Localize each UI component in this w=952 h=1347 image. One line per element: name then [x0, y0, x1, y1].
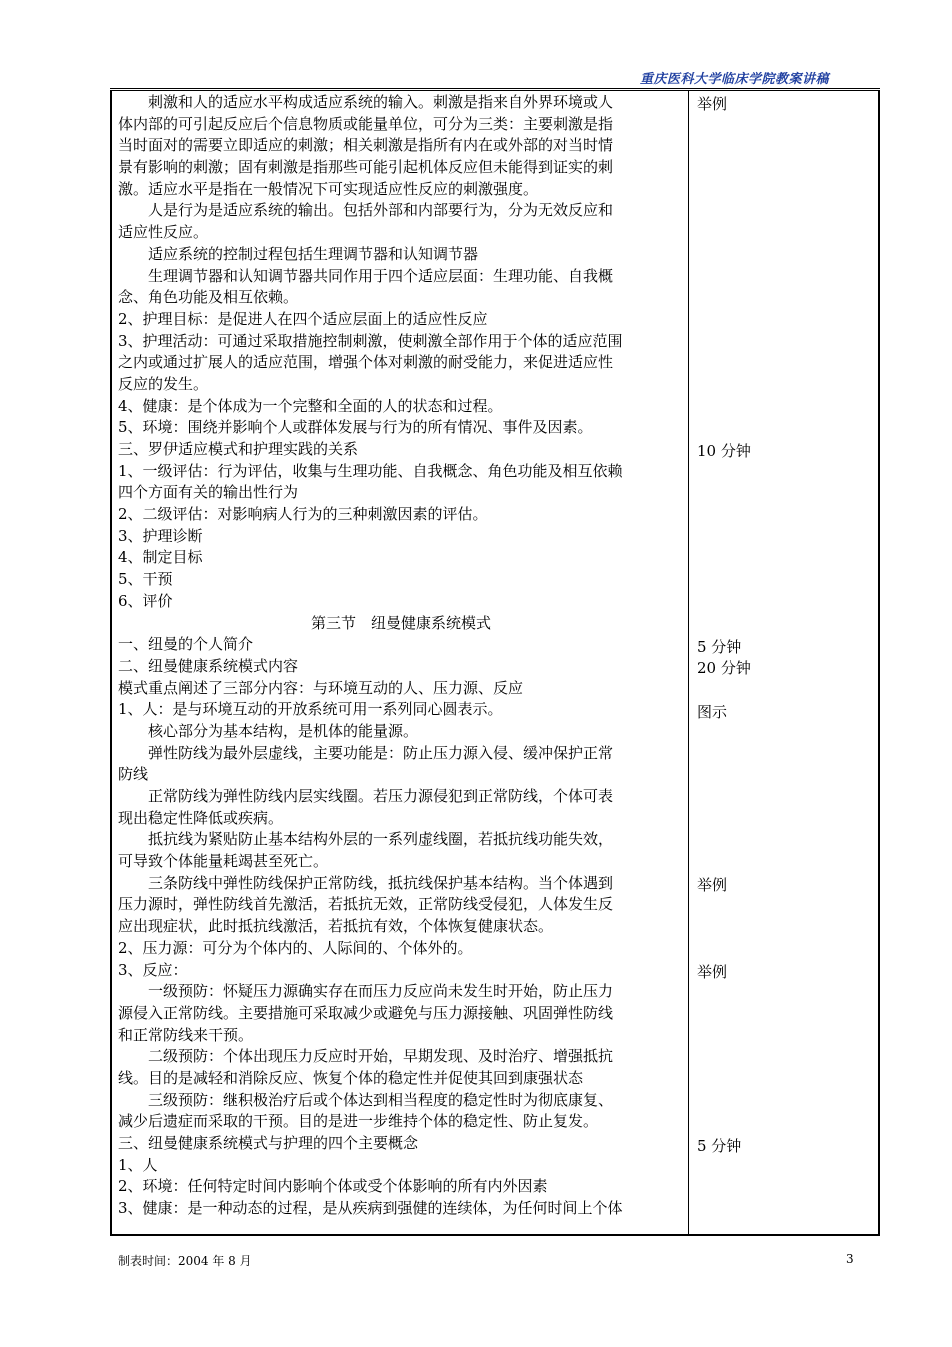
content-line: 4、制定目标 [118, 548, 203, 567]
content-line: 三条防线中弹性防线保护正常防线，抵抗线保护基本结构。当个体遇到 [148, 873, 614, 892]
content-line: 四个方面有关的输出性行为 [118, 483, 299, 502]
content-line: 防线 [118, 765, 149, 784]
content-line: 1、人：是与环境互动的开放系统可用一系列同心圆表示。 [118, 700, 503, 719]
content-line: 应出现症状，此时抵抗线激活，若抵抗有效，个体恢复健康状态。 [118, 917, 554, 936]
content-line: 抵抗线为紧贴防止基本结构外层的一系列虚线圈，若抵抗线功能失效， [148, 830, 614, 849]
content-line: 减少后遗症而采取的干预。目的是进一步维持个体的稳定性、防止复发。 [118, 1112, 599, 1131]
content-line: 现出稳定性降低或疾病。 [118, 808, 284, 827]
content-line: 刺激和人的适应水平构成适应系统的输入。刺激是指来自外界环境或人 [148, 93, 614, 111]
teaching-note: 图示 [697, 702, 728, 721]
content-line: 2、压力源：可分为个体内的、人际间的、个体外的。 [118, 938, 473, 957]
content-line: 二、纽曼健康系统模式内容 [118, 656, 299, 675]
content-line: 3、反应： [118, 960, 188, 979]
content-line: 生理调节器和认知调节器共同作用于四个适应层面：生理功能、自我概 [148, 266, 614, 285]
content-line: 线。目的是减轻和消除反应、恢复个体的稳定性并促使其回到康强状态 [118, 1068, 584, 1087]
teaching-note: 5 分钟 [697, 637, 742, 656]
content-line: 4、健康：是个体成为一个完整和全面的人的状态和过程。 [118, 396, 503, 415]
content-line: 3、健康：是一种动态的过程，是从疾病到强健的连续体，为任何时间上个体 [118, 1199, 623, 1218]
content-line: 3、护理诊断 [118, 526, 203, 545]
content-line: 弹性防线为最外层虚线，主要功能是：防止压力源入侵、缓冲保护正常 [148, 743, 614, 762]
header-rule [110, 88, 880, 89]
content-line: 1、一级评估：行为评估，收集与生理功能、自我概念、角色功能及相互依赖 [118, 461, 623, 480]
content-line: 核心部分为基本结构，是机体的能量源。 [148, 721, 419, 740]
content-line: 适应系统的控制过程包括生理调节器和认知调节器 [148, 244, 479, 263]
content-line: 5、环境：围绕并影响个人或群体发展与行为的所有情况、事件及因素。 [118, 418, 593, 437]
content-line: 激。适应水平是指在一般情况下可实现适应性反应的刺激强度。 [118, 179, 539, 198]
content-line: 适应性反应。 [118, 223, 209, 242]
content-line: 2、二级评估：对影响病人行为的三种刺激因素的评估。 [118, 505, 488, 524]
content-line: 模式重点阐述了三部分内容：与环境互动的人、压力源、反应 [118, 678, 524, 697]
content-line: 三、罗伊适应模式和护理实践的关系 [118, 440, 359, 458]
content-line: 景有影响的刺激；固有刺激是指那些可能引起机体反应但未能得到证实的刺 [118, 158, 614, 177]
teaching-note: 举例 [697, 963, 728, 981]
teaching-note: 10 分钟 [697, 442, 751, 461]
content-line: 当时面对的需要立即适应的刺激；相关刺激是指所有内在或外部的对当时情 [118, 136, 614, 155]
document-header-title: 重庆医科大学临床学院教案讲稿 [640, 72, 830, 87]
content-line: 1、人 [118, 1155, 158, 1174]
content-line: 压力源时，弹性防线首先激活，若抵抗无效，正常防线受侵犯，人体发生反 [118, 895, 614, 914]
content-line: 二级预防：个体出现压力反应时开始，早期发现、及时治疗、增强抵抗 [148, 1047, 614, 1066]
teaching-note: 举例 [697, 876, 728, 895]
content-line: 三、纽曼健康系统模式与护理的四个主要概念 [118, 1134, 419, 1152]
content-line: 源侵入正常防线。主要措施可采取减少或避免与压力源接触、巩固弹性防线 [118, 1003, 614, 1022]
page-number: 3 [846, 1252, 854, 1266]
content-line: 三级预防：继积极治疗后或个体达到相当程度的稳定性时为彻底康复、 [148, 1090, 614, 1109]
teaching-note: 举例 [697, 95, 728, 113]
content-line: 2、护理目标：是促进人在四个适应层面上的适应性反应 [118, 309, 488, 328]
content-line: 体内部的可引起反应后个信息物质或能量单位，可分为三类：主要刺激是指 [118, 114, 614, 133]
teaching-note: 5 分钟 [697, 1136, 742, 1155]
content-line: 3、护理活动：可通过采取措施控制刺激，使刺激全部作用于个体的适应范围 [118, 331, 623, 350]
footer-date: 制表时间：2004 年 8 月 [118, 1254, 252, 1268]
content-line: 一、纽曼的个人简介 [118, 635, 254, 654]
section-heading: 第三节 纽曼健康系统模式 [310, 613, 491, 632]
content-line: 一级预防：怀疑压力源确实存在而压力反应尚未发生时开始，防止压力 [148, 982, 614, 1001]
content-line: 之内或通过扩展人的适应范围，增强个体对刺激的耐受能力，来促进适应性 [118, 353, 614, 372]
content-line: 2、环境：任何特定时间内影响个体或受个体影响的所有内外因素 [118, 1177, 548, 1196]
content-line: 人是行为是适应系统的输出。包括外部和内部要行为，分为无效反应和 [148, 201, 614, 220]
teaching-note: 20 分钟 [697, 659, 751, 678]
content-line: 正常防线为弹性防线内层实线圈。若压力源侵犯到正常防线，个体可表 [148, 787, 614, 805]
content-line: 和正常防线来干预。 [118, 1025, 254, 1044]
lecture-content-column [118, 92, 684, 1220]
column-divider [688, 90, 689, 1235]
content-line: 5、干预 [118, 570, 173, 589]
content-line: 可导致个体能量耗竭甚至死亡。 [118, 852, 329, 871]
content-line: 反应的发生。 [118, 374, 209, 393]
content-line: 念、角色功能及相互依赖。 [118, 288, 299, 307]
content-line: 6、评价 [118, 591, 173, 610]
